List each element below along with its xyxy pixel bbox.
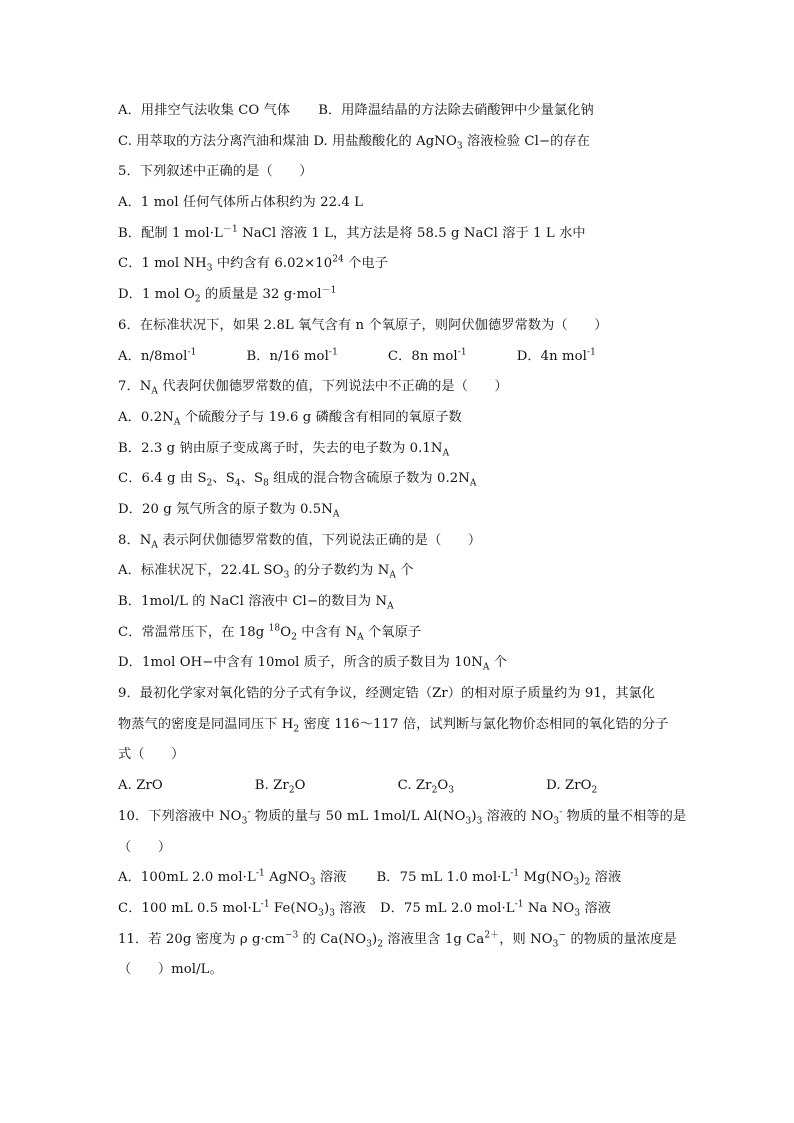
text-run: 组成的混合物含硫原子数为 0.2N xyxy=(268,471,470,487)
text-run: 物蒸气的密度是同温同压下 H xyxy=(118,716,294,732)
text-run: C. Zr xyxy=(397,778,432,794)
text-line xyxy=(118,219,678,250)
subscript: A xyxy=(332,509,340,520)
text-run: （ ） xyxy=(118,839,172,855)
text-run: ) xyxy=(372,931,378,947)
text-line xyxy=(118,556,678,587)
text-run: D．4n mol xyxy=(516,348,587,364)
text-run: ) xyxy=(579,870,585,886)
text-run: −的存在 xyxy=(538,133,590,149)
subscript: A xyxy=(357,632,364,643)
text-line xyxy=(118,403,678,434)
text-run: O xyxy=(294,778,306,794)
text-run: 溶液 xyxy=(315,870,347,886)
text-run: 物质的量与 50 mL 1mol/L Al(NO xyxy=(250,808,466,824)
subscript: 3 xyxy=(309,877,316,888)
text-run: B．n/16 mol xyxy=(246,348,329,364)
text-run: 5．下列叙述中正确的是（ ） xyxy=(118,164,313,180)
text-line xyxy=(118,679,678,710)
text-line xyxy=(118,434,678,465)
text-line xyxy=(118,157,678,188)
subscript: 3 xyxy=(465,816,472,827)
text-line xyxy=(118,372,678,403)
text-line xyxy=(118,618,678,649)
text-line xyxy=(118,342,678,373)
subscript: 2 xyxy=(288,785,295,796)
text-run: A. ZrO xyxy=(118,778,163,794)
subscript: A xyxy=(151,386,159,397)
text-run: 溶液里含 1g Ca xyxy=(383,931,485,947)
text-run: B．1mol/L 的 NaCl 溶液中 Cl xyxy=(118,594,307,609)
text-run: O xyxy=(280,624,292,640)
text-run: 个氧原子 xyxy=(363,624,422,640)
superscript: -1 xyxy=(510,868,520,879)
text-run: 个 xyxy=(395,563,414,579)
text-run: 代表阿伏伽德罗常数的值，下列说法中不正确的是（ ） xyxy=(158,379,508,395)
text-run: 、S xyxy=(212,471,235,487)
text-line xyxy=(118,249,678,280)
subscript: 3 xyxy=(476,816,483,827)
text-run: D．20 g 氖气所含的原子数为 0.5N xyxy=(118,501,333,517)
text-line xyxy=(118,802,687,833)
text-line xyxy=(118,710,678,741)
text-run: 密度 116～117 倍，试判断与氯化物价态相同的氧化锆的分子 xyxy=(299,716,669,732)
text-line xyxy=(118,311,678,342)
subscript: 3 xyxy=(318,908,324,919)
subscript: 3 xyxy=(283,570,290,581)
text-run: 个 xyxy=(489,655,508,671)
text-run: 中含有 N xyxy=(297,624,358,640)
text-run: 的分子数约为 N xyxy=(289,563,390,579)
text-run: −的数目为 N xyxy=(306,594,388,609)
text-line xyxy=(118,955,678,986)
subscript: 2 xyxy=(291,632,298,643)
subscript: 3 xyxy=(241,816,248,827)
text-line xyxy=(118,925,678,956)
text-run: C．常温常压下，在 18g xyxy=(118,624,269,640)
superscript: -1 xyxy=(260,899,270,910)
text-run: B．75 mL 1.0 mol·L xyxy=(376,870,511,886)
text-run: O xyxy=(437,778,449,794)
subscript: 2 xyxy=(377,939,384,950)
subscript: 3 xyxy=(206,264,213,275)
superscript: -1 xyxy=(587,347,596,358)
superscript: -1 xyxy=(187,347,197,358)
text-run: 、S xyxy=(240,471,264,487)
text-run: 物质的量不相等的是 xyxy=(562,808,687,824)
subscript: 2 xyxy=(584,877,591,888)
text-line xyxy=(118,833,678,864)
subscript: A xyxy=(442,448,450,459)
text-run: C．1 mol NH xyxy=(118,256,207,272)
superscript: 24 xyxy=(332,255,344,266)
subscript: A xyxy=(387,601,394,612)
superscript: -1 xyxy=(457,347,467,358)
text-run: 个硫酸分子与 19.6 g 磷酸含有相同的氧原子数 xyxy=(180,409,462,425)
text-line xyxy=(118,526,678,557)
text-run: 8．N xyxy=(118,532,152,548)
text-run: 表示阿伏伽德罗常数的值，下列说法正确的是（ ） xyxy=(158,532,482,548)
superscript: -1 xyxy=(514,899,524,910)
text-line xyxy=(118,495,678,526)
text-run: （ ）mol/L。 xyxy=(118,962,223,978)
subscript: 2 xyxy=(293,724,300,735)
text-line xyxy=(118,127,678,158)
text-run: A．100mL 2.0 mol·L xyxy=(118,870,256,886)
text-run: B. Zr xyxy=(254,778,289,794)
text-run: 中约含有 6.02×10 xyxy=(212,256,333,272)
subscript: 8 xyxy=(263,478,269,489)
text-run: 个电子 xyxy=(343,256,389,272)
text-run: 溶液 xyxy=(580,900,612,916)
subscript: A xyxy=(173,417,181,428)
subscript: 2 xyxy=(206,478,213,489)
text-line xyxy=(118,464,678,495)
text-run: 9．最初化学家对氧化锆的分子式有争议，经测定锆（Zr）的相对原子质量约为 91，其氯化 xyxy=(118,686,656,702)
text-run: A．1 mol 任何气体所占体积约为 22.4 L xyxy=(118,195,364,211)
text-run: 的质量是 32 g·mol xyxy=(200,287,322,303)
text-run: D. ZrO xyxy=(546,778,592,794)
text-run: D．1 mol O xyxy=(118,287,195,303)
superscript: -1 xyxy=(255,868,265,879)
text-run: 溶液检验 Cl xyxy=(462,133,539,149)
text-run: AgNO xyxy=(264,870,310,886)
text-line xyxy=(118,648,678,679)
subscript: 4 xyxy=(234,478,241,489)
text-run: B．用降温结晶的方法除去硝酸钾中少量氯化钠 xyxy=(318,103,594,118)
text-run: 溶液 xyxy=(590,870,622,886)
superscript: − xyxy=(558,930,567,941)
subscript: 2 xyxy=(591,785,598,796)
subscript: A xyxy=(482,663,490,674)
subscript: 3 xyxy=(448,785,455,796)
text-run: 溶液的 NO xyxy=(482,808,554,824)
subscript: 2 xyxy=(431,785,438,796)
superscript: 18 xyxy=(268,623,281,634)
text-run: ) xyxy=(324,900,330,916)
text-run: Fe(NO xyxy=(269,900,319,916)
text-run: −中含有 10mol 质子，所含的质子数目为 10N xyxy=(202,655,483,671)
text-run: ) xyxy=(471,808,477,824)
subscript: 3 xyxy=(366,939,373,950)
text-run: 的物质的量浓度是 xyxy=(566,931,677,947)
text-run: 10．下列溶液中 NO xyxy=(118,808,242,824)
subscript: A xyxy=(151,540,159,551)
text-run: C．6.4 g 由 S xyxy=(118,471,207,487)
text-run: C. 用萃取的方法分离汽油和煤油 D. 用盐酸酸化的 AgNO xyxy=(118,133,457,149)
exam-page xyxy=(118,96,687,986)
text-run: A．0.2N xyxy=(118,409,174,425)
superscript: −3 xyxy=(284,930,299,941)
text-run: ，则 NO xyxy=(499,931,553,947)
text-run: D．1mol OH xyxy=(118,655,203,671)
text-run: A．标准状况下，22.4L SO xyxy=(118,563,284,579)
superscript: - xyxy=(559,807,563,818)
superscript: －1 xyxy=(321,285,337,296)
subscript: 3 xyxy=(574,908,581,919)
superscript: －1 xyxy=(222,224,238,235)
text-run: 的 Ca(NO xyxy=(298,931,367,947)
text-run: 11．若 20g 密度为 ρ g·cm xyxy=(118,931,285,947)
text-line xyxy=(118,740,678,771)
text-line xyxy=(118,894,678,925)
text-run: D．75 mL 2.0 mol·L xyxy=(379,900,515,916)
text-line xyxy=(118,188,678,219)
superscript: 2＋ xyxy=(484,930,500,941)
subscript: 3 xyxy=(456,141,463,152)
text-run: 6．在标准状况下，如果 2.8L 氧气含有 n 个氧原子，则阿伏伽德罗常数为（ ） xyxy=(118,317,608,333)
text-run: A．用排空气法收集 CO 气体 xyxy=(118,103,291,118)
subscript: A xyxy=(389,570,396,581)
text-run: 式（ ） xyxy=(118,747,185,763)
text-line xyxy=(118,587,678,618)
subscript: A xyxy=(469,478,477,489)
text-run: B．配制 1 mol·L xyxy=(118,225,223,241)
superscript: -1 xyxy=(328,347,338,358)
text-line xyxy=(118,863,678,894)
text-line xyxy=(118,771,678,802)
text-run: Mg(NO xyxy=(519,870,574,886)
text-run: A．n/8mol xyxy=(118,348,188,364)
text-line xyxy=(118,280,678,311)
text-run: C．8n mol xyxy=(387,348,458,364)
subscript: 2 xyxy=(194,294,201,305)
text-run: B．2.3 g 钠由原子变成离子时，失去的电子数为 0.1N xyxy=(118,440,443,456)
subscript: 3 xyxy=(329,908,336,919)
text-run: 7．N xyxy=(118,379,152,395)
text-run: NaCl 溶液 1 L，其方法是将 58.5 g NaCl 溶于 1 L 水中 xyxy=(237,225,586,241)
text-run: Na NO xyxy=(523,900,575,916)
subscript: 3 xyxy=(552,939,559,950)
text-line xyxy=(118,96,678,127)
subscript: 3 xyxy=(553,816,560,827)
text-run: 溶液 xyxy=(335,900,366,916)
text-run: C．100 mL 0.5 mol·L xyxy=(118,900,261,916)
subscript: 3 xyxy=(573,877,580,888)
superscript: - xyxy=(247,807,251,818)
